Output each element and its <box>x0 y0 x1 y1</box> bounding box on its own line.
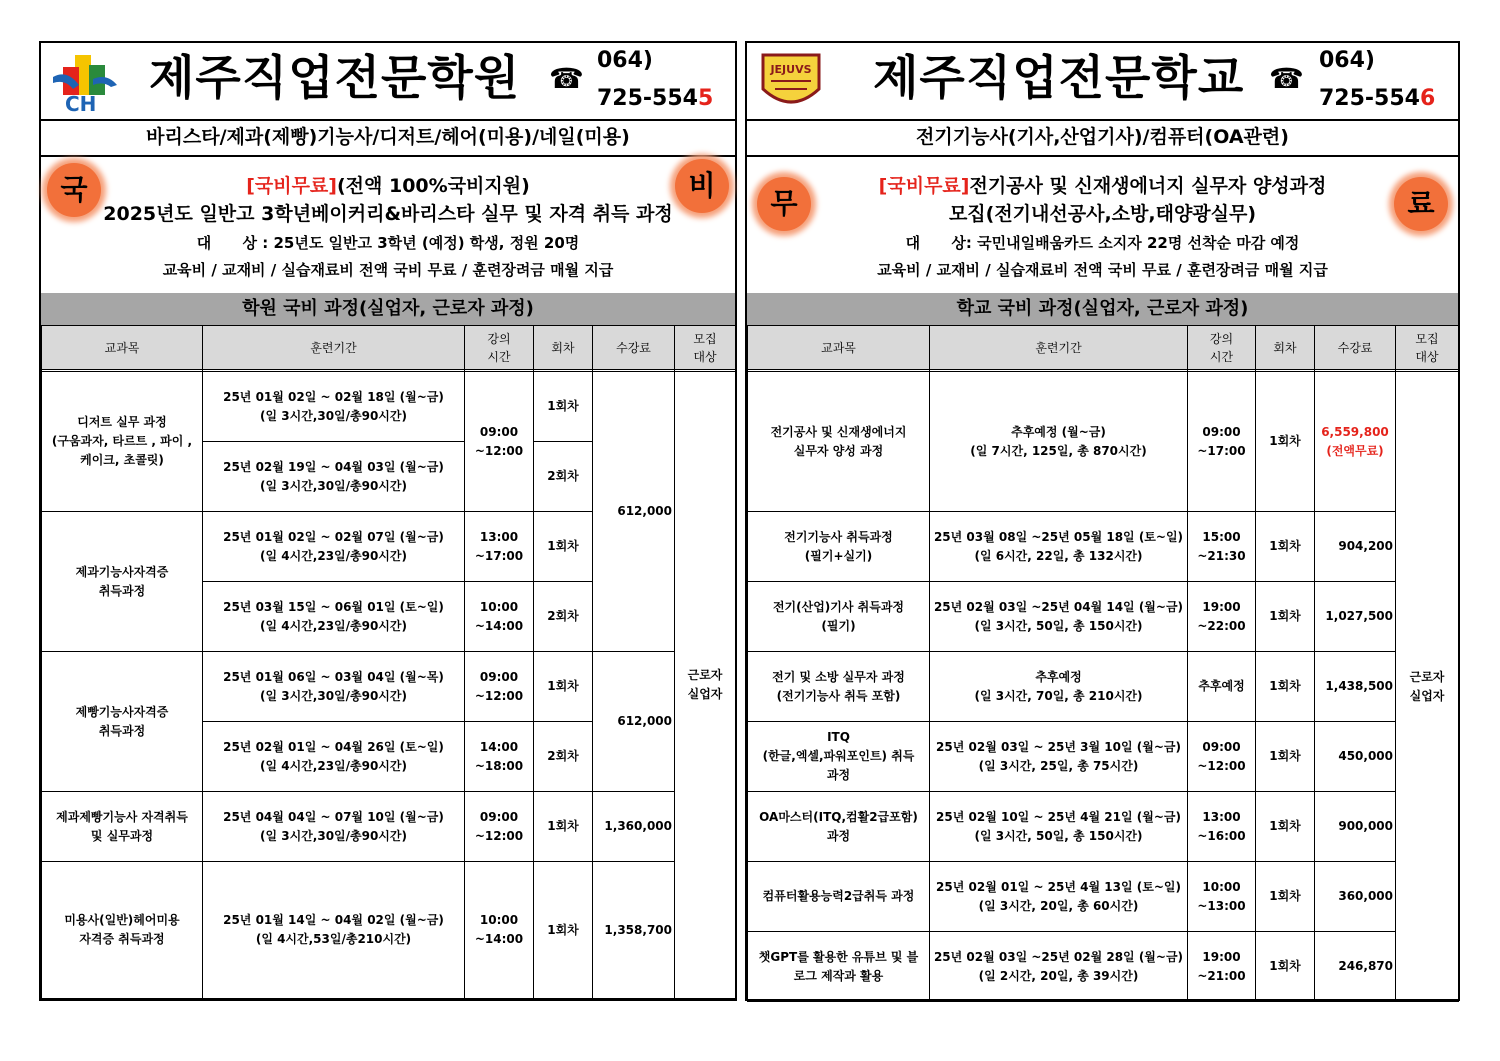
fee-cell: 612,000 <box>593 652 675 792</box>
round-cell: 1회차 <box>1256 792 1315 862</box>
fee-cell: 450,000 <box>1315 722 1396 792</box>
time-cell: 13:00 ~17:00 <box>465 512 534 582</box>
promo-free-label: [국비무료] <box>878 175 970 197</box>
period-cell: 25년 04월 04일 ~ 07월 10일 (월~금) (일 3시간,30일/총90시간) <box>203 792 465 862</box>
subject-cell: 제빵기능사자격증 취득과정 <box>42 652 203 792</box>
table-row <box>748 792 1459 862</box>
subject-cell: 제과제빵기능사 자격취득 및 실무과정 <box>42 792 203 862</box>
round-cell: 2회차 <box>534 722 593 792</box>
fee-cell: 1,438,500 <box>1315 652 1396 722</box>
period-cell: 추후예정 (일 3시간, 70일, 총 210시간) <box>930 652 1188 722</box>
round-cell: 1회차 <box>1256 862 1315 932</box>
subject-cell: 전기(산업)기사 취득과정 (필기) <box>748 582 930 652</box>
promo-line-1 <box>747 171 1458 198</box>
period-cell: 25년 01월 14일 ~ 04월 02일 (월~금) (일 4시간,53일/총210시간) <box>203 862 465 999</box>
round-cell: 1회차 <box>534 792 593 862</box>
period-cell: 25년 02월 03일 ~ 25년 3월 10일 (월~금) (일 3시간, 25일, 총 75시간) <box>930 722 1188 792</box>
period-cell: 25년 02월 03일 ~25년 02월 28일 (월~금) (일 2시간, 20일, 총 39시간) <box>930 932 1188 1002</box>
promo-line-2: 2025년도 일반고 3학년베이커리&바리스타 실무 및 자격 취득 과정 <box>103 203 673 225</box>
promo-target: 대 상 : 25년도 일반고 3학년 (예정) 학생, 정원 20명 <box>196 234 580 252</box>
academy-schedule-table <box>41 325 736 999</box>
round-cell: 1회차 <box>1256 372 1315 512</box>
col-fee: 수강료 <box>1315 326 1396 370</box>
table-row <box>748 512 1459 582</box>
time-cell: 10:00 ~14:00 <box>465 582 534 652</box>
badge-mu: 무 <box>757 177 811 231</box>
academy-logo <box>49 49 121 113</box>
col-fee: 수강료 <box>593 326 675 370</box>
period-cell: 25년 02월 10일 ~ 25년 4월 21일 (월~금) (일 3시간, 50일, 총 150시간) <box>930 792 1188 862</box>
subject-cell: 미용사(일반)헤어미용 자격증 취득과정 <box>42 862 203 999</box>
col-target: 모집 대상 <box>1396 326 1459 370</box>
school-logo <box>755 49 827 113</box>
round-cell: 1회차 <box>534 652 593 722</box>
phone-area: 064) <box>1319 48 1375 73</box>
table-row <box>42 372 736 442</box>
col-subject: 교과목 <box>748 326 930 370</box>
fee-cell: 1,360,000 <box>593 792 675 862</box>
time-cell: 15:00 ~21:30 <box>1188 512 1256 582</box>
subject-cell: ITQ (한글,엑셀,파워포인트) 취득 과정 <box>748 722 930 792</box>
subject-cell: 디저트 실무 과정 (구움과자, 타르트 , 파이 , 케이크, 초콜릿) <box>42 372 203 512</box>
round-cell: 1회차 <box>534 372 593 442</box>
round-cell: 2회차 <box>534 442 593 512</box>
col-time: 강의 시간 <box>465 326 534 370</box>
table-header-row <box>42 326 736 370</box>
time-cell: 14:00 ~18:00 <box>465 722 534 792</box>
round-cell: 1회차 <box>1256 512 1315 582</box>
time-cell: 10:00 ~13:00 <box>1188 862 1256 932</box>
period-cell: 25년 03월 08일 ~25년 05월 18일 (토~일) (일 6시간, 22일, 총 132시간) <box>930 512 1188 582</box>
table-row <box>748 652 1459 722</box>
col-period: 훈련기간 <box>203 326 465 370</box>
target-cell: 근로자 실업자 <box>675 372 736 999</box>
time-cell: 10:00 ~14:00 <box>465 862 534 999</box>
subject-cell: 컴퓨터활용능력2급취득 과정 <box>748 862 930 932</box>
promo-line-1-text: 전기공사 및 신재생에너지 실무자 양성과정 <box>969 175 1327 197</box>
period-cell: 25년 01월 02일 ~ 02월 07일 (월~금) (일 4시간,23일/총90시간) <box>203 512 465 582</box>
subject-cell: 챗GPT를 활용한 유튜브 및 블 로그 제작과 활용 <box>748 932 930 1002</box>
school-schedule-table <box>747 325 1459 1002</box>
fee-cell: 6,559,800 (전액무료) <box>1315 372 1396 512</box>
table-row <box>748 582 1459 652</box>
academy-subjects: 바리스타/제과(제빵)기능사/디저트/헤어(미용)/네일(미용) <box>41 119 735 157</box>
time-cell: 09:00 ~17:00 <box>1188 372 1256 512</box>
time-cell: 추후예정 <box>1188 652 1256 722</box>
school-logo-text: JEJUVS <box>770 63 812 76</box>
round-cell: 1회차 <box>1256 652 1315 722</box>
school-panel <box>745 41 1460 1001</box>
phone-main: 725-554 <box>597 86 698 111</box>
period-cell: 25년 02월 19일 ~ 04월 03일 (월~금) (일 3시간,30일/총90시간) <box>203 442 465 512</box>
target-cell: 근로자 실업자 <box>1396 372 1459 1002</box>
phone-icon: ☎ <box>1269 62 1304 95</box>
subject-cell: 제과기능사자격증 취득과정 <box>42 512 203 652</box>
fee-cell: 246,870 <box>1315 932 1396 1002</box>
promo-line-2: 모집(전기내선공사,소방,태양광실무) <box>948 203 1257 225</box>
academy-header <box>41 43 735 121</box>
promo-target: 대 상: 국민내일배움카드 소지자 22명 선착순 마감 예정 <box>905 234 1300 252</box>
time-cell: 19:00 ~22:00 <box>1188 582 1256 652</box>
badge-ryo: 료 <box>1394 177 1448 231</box>
fee-cell: 900,000 <box>1315 792 1396 862</box>
academy-title: 제주직업전문학원 <box>149 51 521 106</box>
round-cell: 1회차 <box>1256 582 1315 652</box>
col-subject: 교과목 <box>42 326 203 370</box>
school-header <box>747 43 1458 121</box>
academy-phone[interactable] <box>597 45 713 115</box>
fee-cell: 1,358,700 <box>593 862 675 999</box>
subject-cell: 전기공사 및 신재생에너지 실무자 양성 과정 <box>748 372 930 512</box>
round-cell: 2회차 <box>534 582 593 652</box>
table-row <box>42 792 736 862</box>
phone-main: 725-554 <box>1319 86 1420 111</box>
col-round: 회차 <box>534 326 593 370</box>
promo-line-1-text: (전액 100%국비지원) <box>336 175 530 197</box>
phone-icon: ☎ <box>549 62 584 95</box>
promo-line-1 <box>41 171 735 198</box>
time-cell: 19:00 ~21:00 <box>1188 932 1256 1002</box>
period-cell: 25년 02월 03일 ~25년 04월 14일 (월~금) (일 3시간, 50일, 총 150시간) <box>930 582 1188 652</box>
table-row <box>748 372 1459 512</box>
fee-cell: 612,000 <box>593 372 675 652</box>
table-row <box>748 932 1459 1002</box>
subject-cell: 전기 및 소방 실무자 과정 (전기기능사 취득 포함) <box>748 652 930 722</box>
col-round: 회차 <box>1256 326 1315 370</box>
badge-bi: 비 <box>675 159 729 213</box>
time-cell: 13:00 ~16:00 <box>1188 792 1256 862</box>
promo-benefits: 교육비 / 교재비 / 실습재료비 전액 국비 무료 / 훈련장려금 매월 지급 <box>877 261 1328 279</box>
phone-area: 064) <box>597 48 653 73</box>
fee-cell: 904,200 <box>1315 512 1396 582</box>
phone-last-digit: 5 <box>697 86 714 111</box>
time-cell: 09:00 ~12:00 <box>465 792 534 862</box>
promo-free-label: [국비무료] <box>246 175 337 197</box>
school-title: 제주직업전문학교 <box>873 51 1245 106</box>
col-period: 훈련기간 <box>930 326 1188 370</box>
period-cell: 25년 02월 01일 ~ 25년 4월 13일 (토~일) (일 3시간, 20일, 총 60시간) <box>930 862 1188 932</box>
phone-last-digit: 6 <box>1419 86 1436 111</box>
round-cell: 1회차 <box>534 862 593 999</box>
col-time: 강의 시간 <box>1188 326 1256 370</box>
fee-cell: 1,027,500 <box>1315 582 1396 652</box>
round-cell: 1회차 <box>1256 932 1315 1002</box>
school-promo <box>747 155 1458 295</box>
badge-guk: 국 <box>47 163 101 217</box>
subject-cell: OA마스터(ITQ,컴활2급포함) 과정 <box>748 792 930 862</box>
academy-logo-text: CH <box>65 92 97 113</box>
academy-promo <box>41 155 735 295</box>
table-row <box>42 862 736 999</box>
school-section-title: 학교 국비 과정(실업자, 근로자 과정) <box>747 293 1458 327</box>
academy-section-title: 학원 국비 과정(실업자, 근로자 과정) <box>41 293 735 327</box>
school-phone[interactable] <box>1319 45 1435 115</box>
subject-cell: 전기기능사 취득과정 (필기+실기) <box>748 512 930 582</box>
school-subjects: 전기기능사(기사,산업기사)/컴퓨터(OA관련) <box>747 119 1458 157</box>
period-cell: 추후예정 (월~금) (일 7시간, 125일, 총 870시간) <box>930 372 1188 512</box>
academy-panel <box>39 41 737 1001</box>
round-cell: 1회차 <box>1256 722 1315 792</box>
period-cell: 25년 01월 02일 ~ 02월 18일 (월~금) (일 3시간,30일/총90시간) <box>203 372 465 442</box>
fee-cell: 360,000 <box>1315 862 1396 932</box>
period-cell: 25년 03월 15일 ~ 06월 01일 (토~일) (일 4시간,23일/총90시간) <box>203 582 465 652</box>
table-row <box>748 722 1459 792</box>
period-cell: 25년 02월 01일 ~ 04월 26일 (토~일) (일 4시간,23일/총90시간) <box>203 722 465 792</box>
table-header-row <box>748 326 1459 370</box>
table-row <box>42 652 736 722</box>
col-target: 모집 대상 <box>675 326 736 370</box>
time-cell: 09:00 ~12:00 <box>1188 722 1256 792</box>
time-cell: 09:00 ~12:00 <box>465 372 534 512</box>
round-cell: 1회차 <box>534 512 593 582</box>
time-cell: 09:00 ~12:00 <box>465 652 534 722</box>
table-row <box>748 862 1459 932</box>
period-cell: 25년 01월 06일 ~ 03월 04일 (월~목) (일 3시간,30일/총90시간) <box>203 652 465 722</box>
promo-benefits: 교육비 / 교재비 / 실습재료비 전액 국비 무료 / 훈련장려금 매월 지급 <box>162 261 614 279</box>
